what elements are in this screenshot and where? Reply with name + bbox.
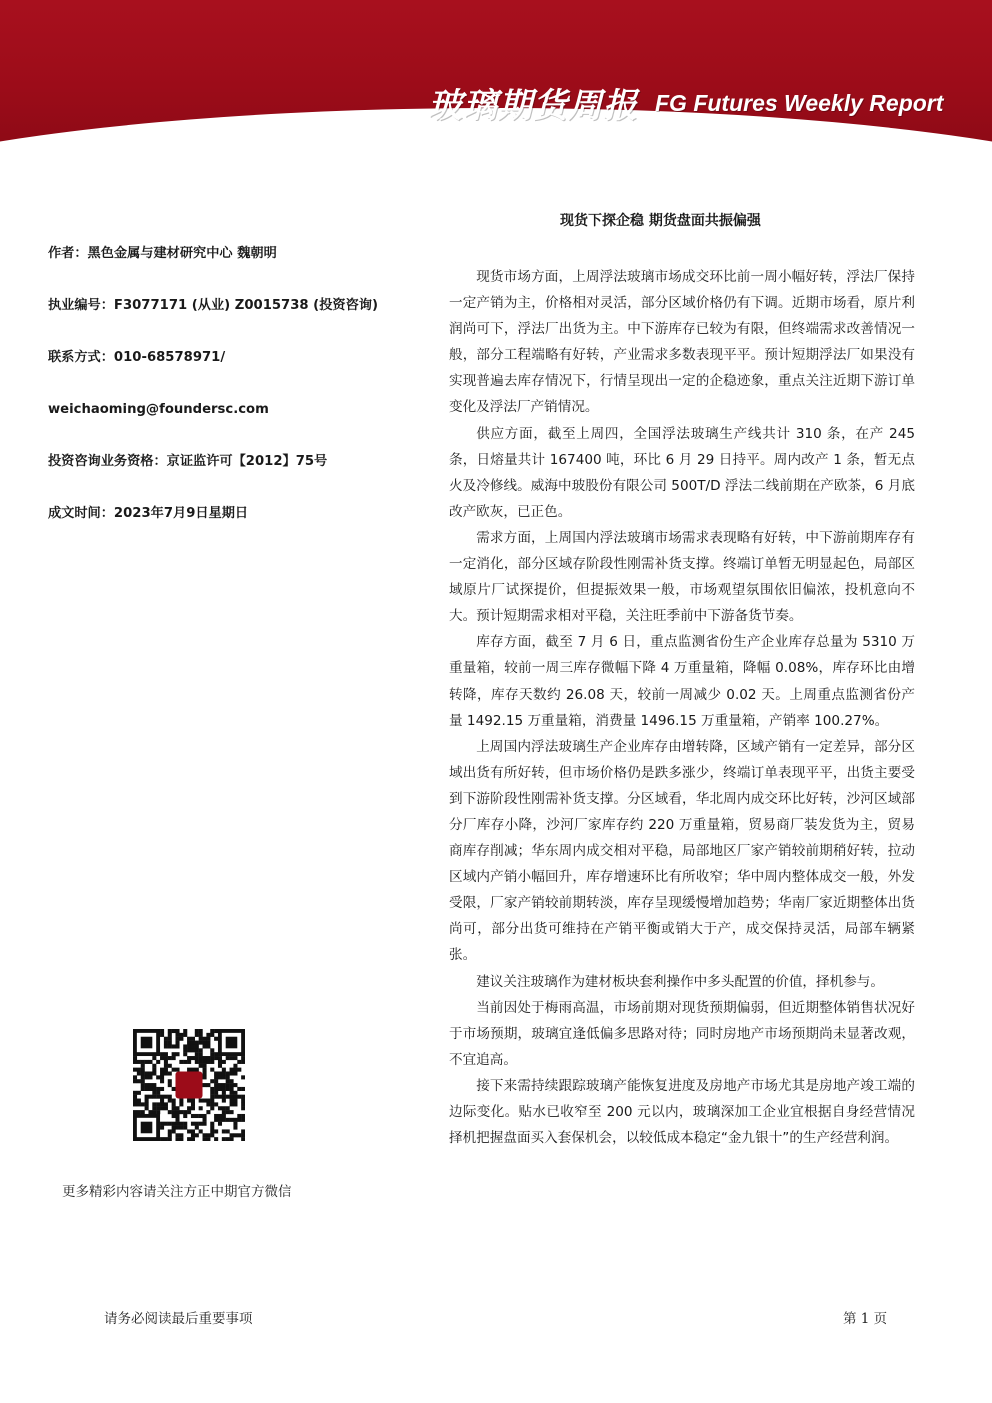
author-line: 作者：黑色金属与建材研究中心 魏朝明 bbox=[48, 246, 277, 261]
report-title: 玻璃期货周报 bbox=[428, 86, 638, 126]
paragraph-outlook: 当前因处于梅雨高温，市场前期对现货预期偏弱，但近期整体销售状况好于市场预期，玻璃宜逢低偏多思路对待；同时房地产市场预期尚未显著改观，不宜追高。 bbox=[449, 999, 915, 1068]
qr-logo-icon bbox=[175, 1071, 202, 1098]
paragraph-supply: 供应方面，截至上周四，全国浮法玻璃生产线共计 310 条，在产 245 条，日熔量共计 167400 吨，环比 6 月 29 日持平。周内改产 1 条，暂无点火及冷修线。威海中玻股份有限公司 500T/D 浮法二线前期在产欧茶，6 月底改产欧灰，已正色。 bbox=[449, 425, 915, 520]
date-line: 成文时间：2023年7月9日星期日 bbox=[48, 506, 249, 521]
paragraph-demand: 需求方面，上周国内浮法玻璃市场需求表现略有好转，中下游前期库存有一定消化，部分区域存阶段性刚需补货支撑。终端订单暂无明显起色，局部区域原片厂试探提价，但提振效果一般，市场观望氛围依旧偏浓，投机意向不大。预计短期需求相对平稳，关注旺季前中下游备货节奏。 bbox=[449, 529, 915, 625]
paragraph-spot-market: 现货市场方面，上周浮法玻璃市场成交环比前一周小幅好转，浮法厂保持一定产销为主，价格相对灵活，部分区域价格仍有下调。近期市场看，原片利润尚可下，浮法厂出货为主。中下游库存已较为有限，但终端需求改善情况一般，部分工程端略有好转，产业需求多数表现平平。预计短期浮法厂如果没有实现普遍去库存情况下，行情呈现出一定的企稳迹象，重点关注近期下游订单变化及浮法厂产销情况。 bbox=[449, 269, 915, 416]
wechat-qr-code[interactable] bbox=[133, 1029, 245, 1141]
article-body bbox=[449, 264, 915, 1151]
author-info bbox=[48, 244, 428, 556]
report-subtitle: FG Futures Weekly Report bbox=[655, 90, 944, 116]
page-number: 第 1 页 bbox=[843, 1311, 888, 1327]
contact-line: 联系方式：010-68578971/ bbox=[48, 350, 226, 365]
license-line: 执业编号：F3077171 (从业) Z0015738 (投资咨询) bbox=[48, 298, 378, 313]
footer-notice: 请务必阅读最后重要事项 bbox=[104, 1311, 253, 1327]
paragraph-regional: 上周国内浮法玻璃生产企业库存由增转降，区域产销有一定差异，部分区域出货有所好转，但市场价格仍是跌多涨少，终端订单表现平平，出货主要受到下游阶段性刚需补货支撑。分区域看，华北周内成交环比好转，沙河区域部分厂库存小降，沙河厂家库存约 220 万重量箱，贸易商厂装发货为主，贸易商库存削减；华东周内成交相对平稳，局部地区厂家产销较前期稍好转，拉动区域内产销小幅回升，库存增速环比有所收窄；华中周内整体成交一般，外发受限，厂家产销较前期转淡，库存呈现缓慢增加趋势；华南厂家近期整体出货尚可，部分出货可维持在产销平衡或销大于产，成交保持灵活，局部车辆紧张。 bbox=[449, 738, 915, 964]
email-line[interactable]: weichaoming@foundersc.com bbox=[48, 402, 269, 417]
paragraph-tracking: 接下来需持续跟踪玻璃产能恢复进度及房地产市场尤其是房地产竣工端的边际变化。贴水已收窄至 200 元以内，玻璃深加工企业宜根据自身经营情况择机把握盘面买入套保机会，以较低成本稳定“金九银十”的生产经营利润。 bbox=[449, 1077, 915, 1147]
paragraph-suggestion: 建议关注玻璃作为建材板块套利操作中多头配置的价值，择机参与。 bbox=[476, 973, 884, 990]
qr-code-graphic bbox=[133, 1029, 245, 1141]
article-title: 现货下探企稳 期货盘面共振偏强 bbox=[560, 213, 761, 229]
qr-caption: 更多精彩内容请关注方正中期官方微信 bbox=[62, 1184, 292, 1200]
header-banner bbox=[0, 0, 992, 144]
qualification-line: 投资咨询业务资格：京证监许可【2012】75号 bbox=[48, 454, 328, 469]
paragraph-inventory: 库存方面，截至 7 月 6 日，重点监测省份生产企业库存总量为 5310 万重量箱，较前一周三库存微幅下降 4 万重量箱，降幅 0.08%，库存环比由增转降，库存天数约 26.08 天，较前一周减少 0.02 天。上周重点监测省份产量 1492.15 万重量箱，消费量 1496.15 万重量箱，产销率 100.27%。 bbox=[449, 634, 915, 729]
